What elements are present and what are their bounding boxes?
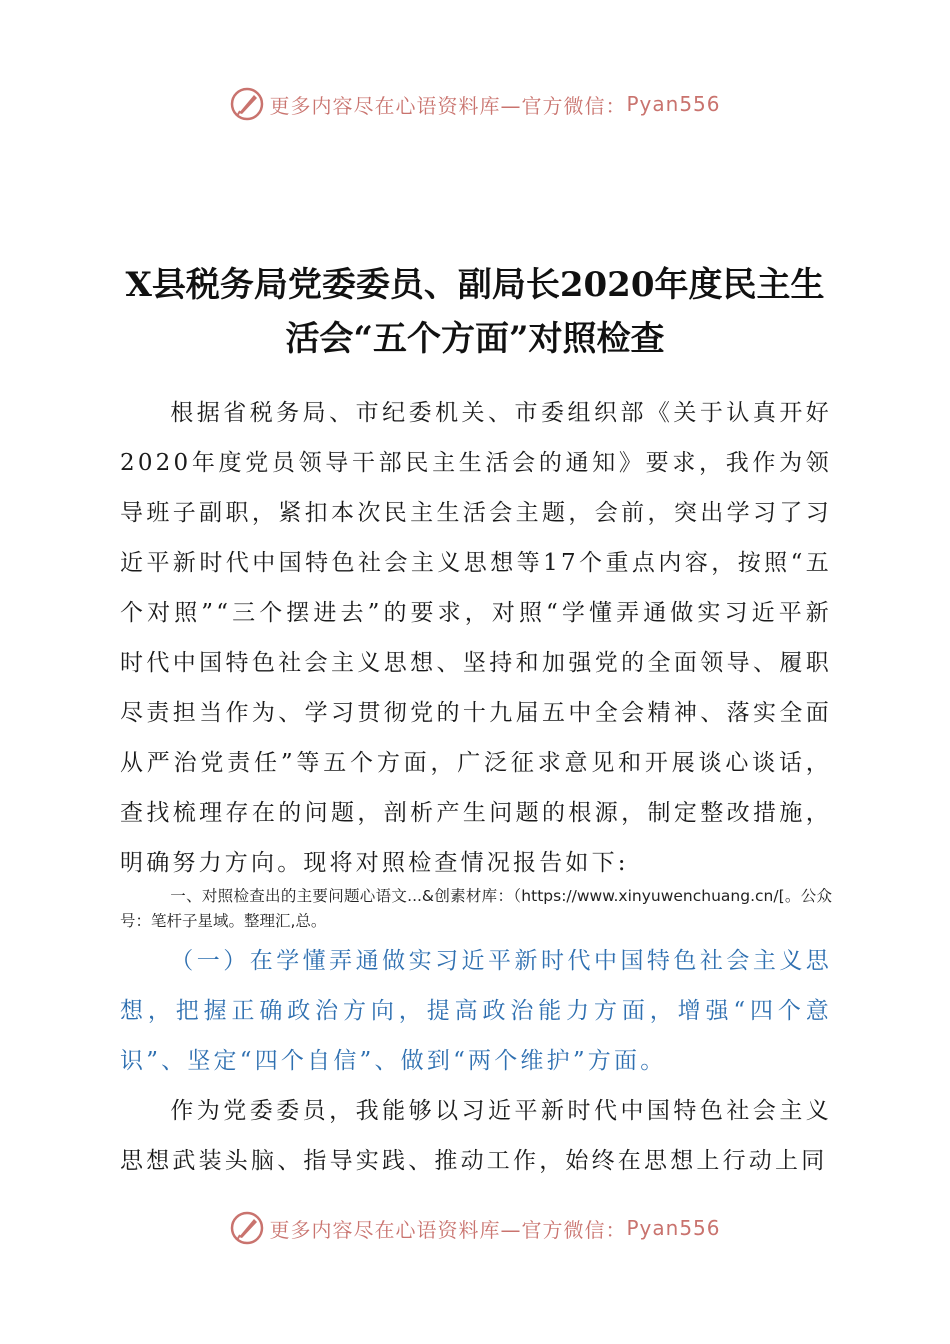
intro-paragraph <box>120 388 832 888</box>
watermark-wechat-id: Pyan556 <box>626 92 721 116</box>
section-heading-text: 一、对照检查出的主要问题心语文...&创素材库：（https://www.xinyuwenchuang.cn/[。公众号：笔杆子星域。整理汇,总。 <box>120 887 832 930</box>
section-heading-one <box>120 884 832 934</box>
quill-pen-icon <box>229 1210 265 1246</box>
title-line-1: X县税务局党委委员、副局长2020年度民主生 <box>125 265 825 305</box>
title-line-2: 活会“五个方面”对照检查 <box>285 319 665 359</box>
quill-pen-icon <box>229 86 265 122</box>
paragraph-2-text: 作为党委委员，我能够以习近平新时代中国特色社会主义思想武装头脑、指导实践、推动工作，始终在思想上行动上同 <box>120 1098 832 1174</box>
watermark-text: 更多内容尽在心语资料库—官方微信： <box>269 93 627 118</box>
watermark-text: 更多内容尽在心语资料库—官方微信： <box>269 1217 627 1242</box>
intro-text: 根据省税务局、市纪委机关、市委组织部《关于认真开好2020年度党员领导干部民主生活会的通知》要求，我作为领导班子副职，紧扣本次民主生活会主题，会前，突出学习了习近平新时代中国特色社会主义思想等17个重点内容，按照“五个对照”“三个摆进去”的要求，对照“学懂弄通做实习近平新时代中国特色社会主义思想、坚持和加强党的全面领导、履职尽责担当作为、学习贯彻党的十九届五中全会精神、落实全面从严治党责任”等五个方面，广泛征求意见和开展谈心谈话，查找梳理存在的问题，剖析产生问题的根源，制定整改措施，明确努力方向。现将对照检查情况报告如下: <box>120 400 832 876</box>
body-paragraph-2 <box>120 1086 832 1186</box>
subheading-text: （一）在学懂弄通做实习近平新时代中国特色社会主义思想，把握正确政治方向，提高政治能力方面，增强“四个意识”、坚定“四个自信”、做到“两个维护”方面。 <box>120 948 832 1074</box>
header-watermark <box>0 84 950 124</box>
subheading-one <box>120 936 832 1086</box>
footer-watermark <box>0 1208 950 1248</box>
watermark-wechat-id: Pyan556 <box>626 1216 721 1240</box>
document-title <box>110 258 840 366</box>
